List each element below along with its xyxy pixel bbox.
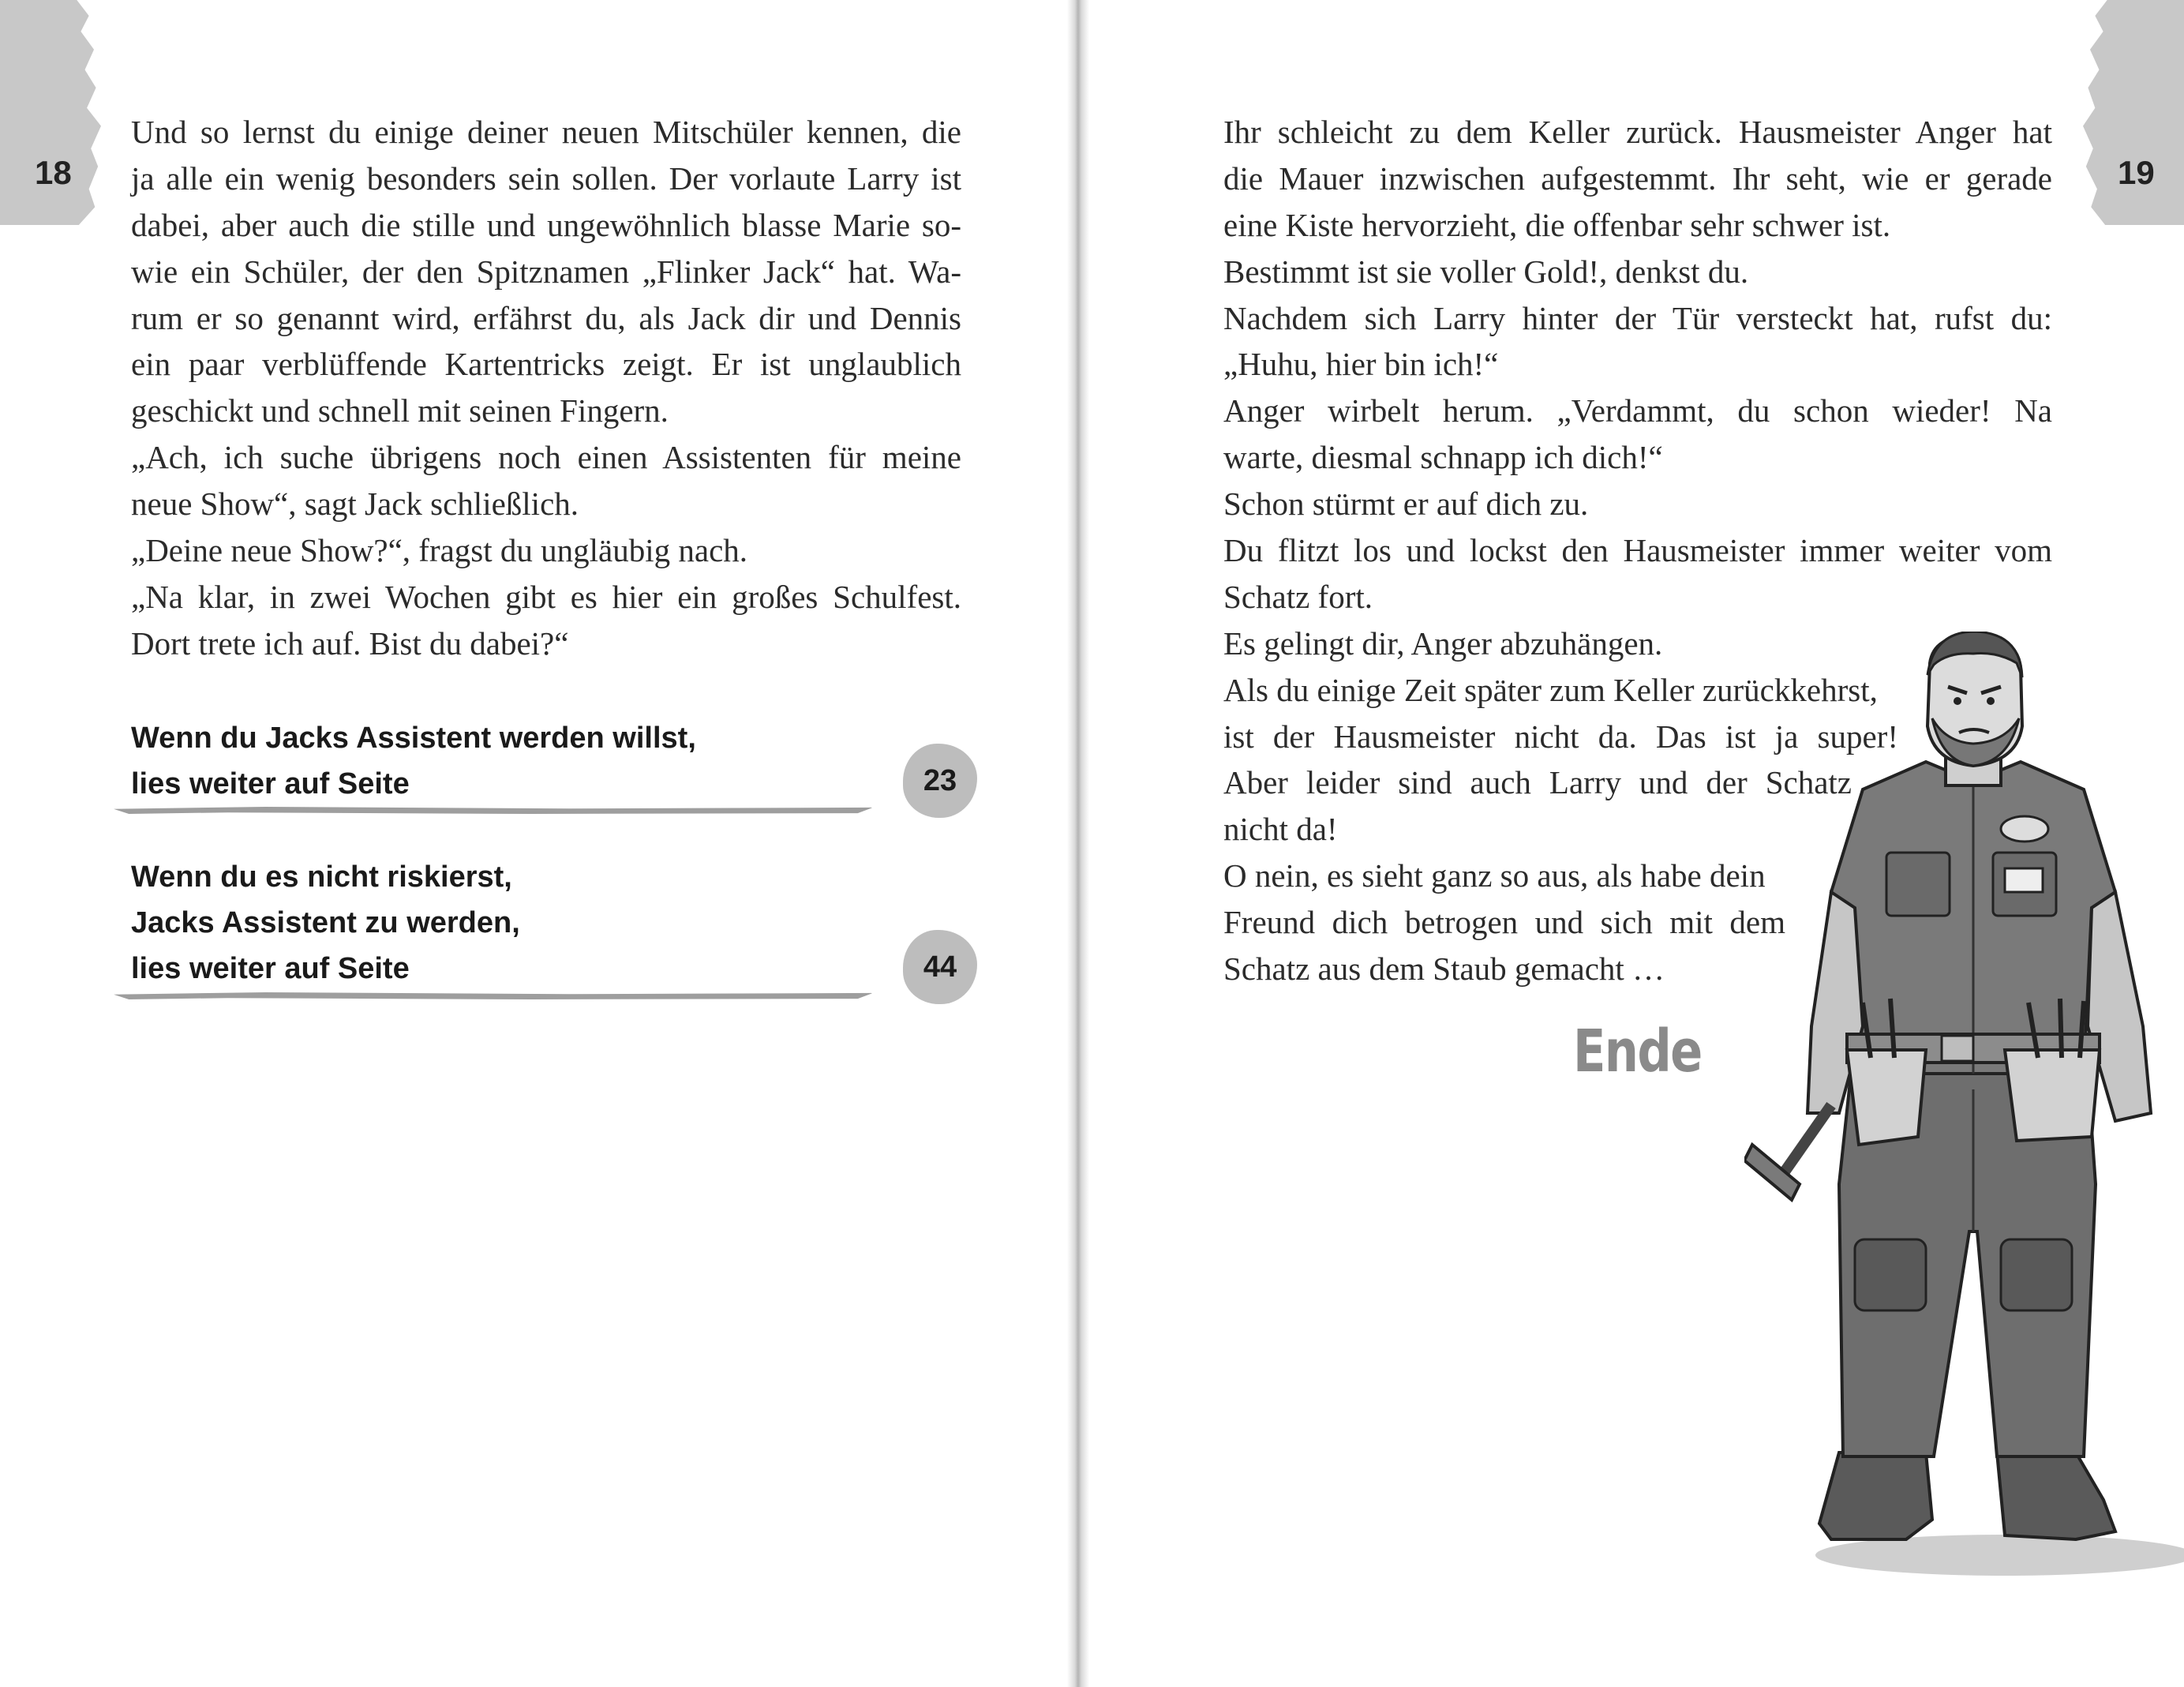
text-line: wie ein Schüler, der den Spitznamen „Flinker Jack“ hat. Wa- — [131, 253, 961, 290]
text-line: rum er so genannt wird, erfährst du, als Jack dir und Dennis — [131, 299, 961, 336]
page-number-tab-right — [2083, 0, 2184, 225]
text-line: ist der Hausmeister nicht da. Das ist ja super! — [1223, 718, 1898, 755]
choice-text-line: Jacks Assistent zu werden, — [131, 906, 520, 939]
left-page-text — [131, 109, 961, 667]
text-line: Dort trete ich auf. Bist du dabei?“ — [131, 624, 569, 662]
text-line: Es gelingt dir, Anger abzuhängen. — [1223, 624, 1663, 662]
tool-pouch-right — [2005, 1050, 2100, 1141]
text-line: Nachdem sich Larry hinter der Tür versteckt hat, rufst du: — [1223, 299, 2052, 336]
text-line: Aber leider sind auch Larry und der Schatz — [1223, 764, 1852, 801]
text-line: Schatz fort. — [1223, 578, 1373, 615]
text-line: nicht da! — [1223, 811, 1338, 848]
knee-pad-left — [1855, 1239, 1926, 1310]
text-line: „Huhu, hier bin ich!“ — [1223, 346, 1499, 383]
choice-text-line: lies weiter auf Seite — [131, 952, 410, 985]
text-line: Schon stürmt er auf dich zu. — [1223, 485, 1589, 523]
text-line: O nein, es sieht ganz so aus, als habe dein — [1223, 857, 1766, 894]
page-number-right: 19 — [2118, 154, 2155, 191]
target-page-badge[interactable]: 23 — [903, 744, 977, 818]
text-line: Und so lernst du einige deiner neuen Mitschüler kennen, die — [131, 114, 961, 150]
tool-pouch-left — [1847, 1050, 1926, 1145]
page-number-tab-left — [0, 0, 101, 225]
belt-buckle — [1942, 1036, 1973, 1061]
text-line: „Na klar, in zwei Wochen gibt es hier ein großes Schulfest. — [131, 578, 961, 615]
choice-option-2[interactable] — [131, 854, 983, 992]
text-line: „Deine neue Show?“, fragst du ungläubig nach. — [131, 532, 748, 569]
janitor-illustration — [1744, 632, 2184, 1579]
choice-text-line: lies weiter auf Seite — [131, 767, 410, 800]
logo-patch — [2001, 816, 2048, 842]
text-line: die Mauer inzwischen aufgestemmt. Ihr seht, wie er gerade — [1223, 159, 2052, 197]
text-line: dabei, aber auch die stille und ungewöhnlich blasse Marie so- — [131, 206, 961, 243]
knee-pad-right — [2001, 1239, 2072, 1310]
text-line: „Ach, ich suche übrigens noch einen Assistenten für meine — [131, 439, 961, 476]
choice-underline — [114, 992, 873, 999]
text-line: Anger wirbelt herum. „Verdammt, du schon wieder! Na — [1223, 392, 2052, 429]
text-line: Freund dich betrogen und sich mit dem — [1223, 904, 1785, 941]
text-line: ein paar verblüffende Kartentricks zeigt. Er ist unglaublich — [131, 346, 961, 383]
text-line: eine Kiste hervorzieht, die offenbar sehr schwer ist. — [1223, 206, 1891, 243]
choice-text-line: Wenn du Jacks Assistent werden willst, — [131, 722, 696, 755]
right-boot — [1997, 1453, 2115, 1539]
name-badge — [2005, 868, 2043, 892]
chest-pocket-left — [1886, 853, 1950, 916]
choice-text-line: Wenn du es nicht riskierst, — [131, 860, 512, 894]
text-line: geschickt und schnell mit seinen Fingern. — [131, 392, 669, 429]
choice-underline — [114, 807, 873, 814]
page-number-left: 18 — [35, 154, 72, 191]
text-line: Du flitzt los und lockst den Hausmeister immer weiter vom — [1223, 532, 2052, 569]
choice-option-1[interactable] — [131, 715, 983, 807]
text-line: warte, diesmal schnapp ich dich!“ — [1223, 439, 1663, 476]
book-gutter — [1067, 0, 1089, 1687]
text-line: Schatz aus dem Staub gemacht … — [1223, 950, 1665, 988]
left-boot — [1819, 1453, 1932, 1539]
text-line: Bestimmt ist sie voller Gold!, denkst du. — [1223, 253, 1749, 290]
text-line: ja alle ein wenig besonders sein sollen. Der vorlaute Larry ist — [131, 159, 961, 197]
target-page-badge[interactable]: 44 — [903, 930, 977, 1004]
text-line: Als du einige Zeit später zum Keller zurückkehrst, — [1223, 671, 1878, 708]
text-line: neue Show“, sagt Jack schließlich. — [131, 485, 579, 523]
end-label: Ende — [1573, 1018, 1702, 1085]
text-line: Ihr schleicht zu dem Keller zurück. Hausmeister Anger hat — [1223, 114, 2052, 150]
